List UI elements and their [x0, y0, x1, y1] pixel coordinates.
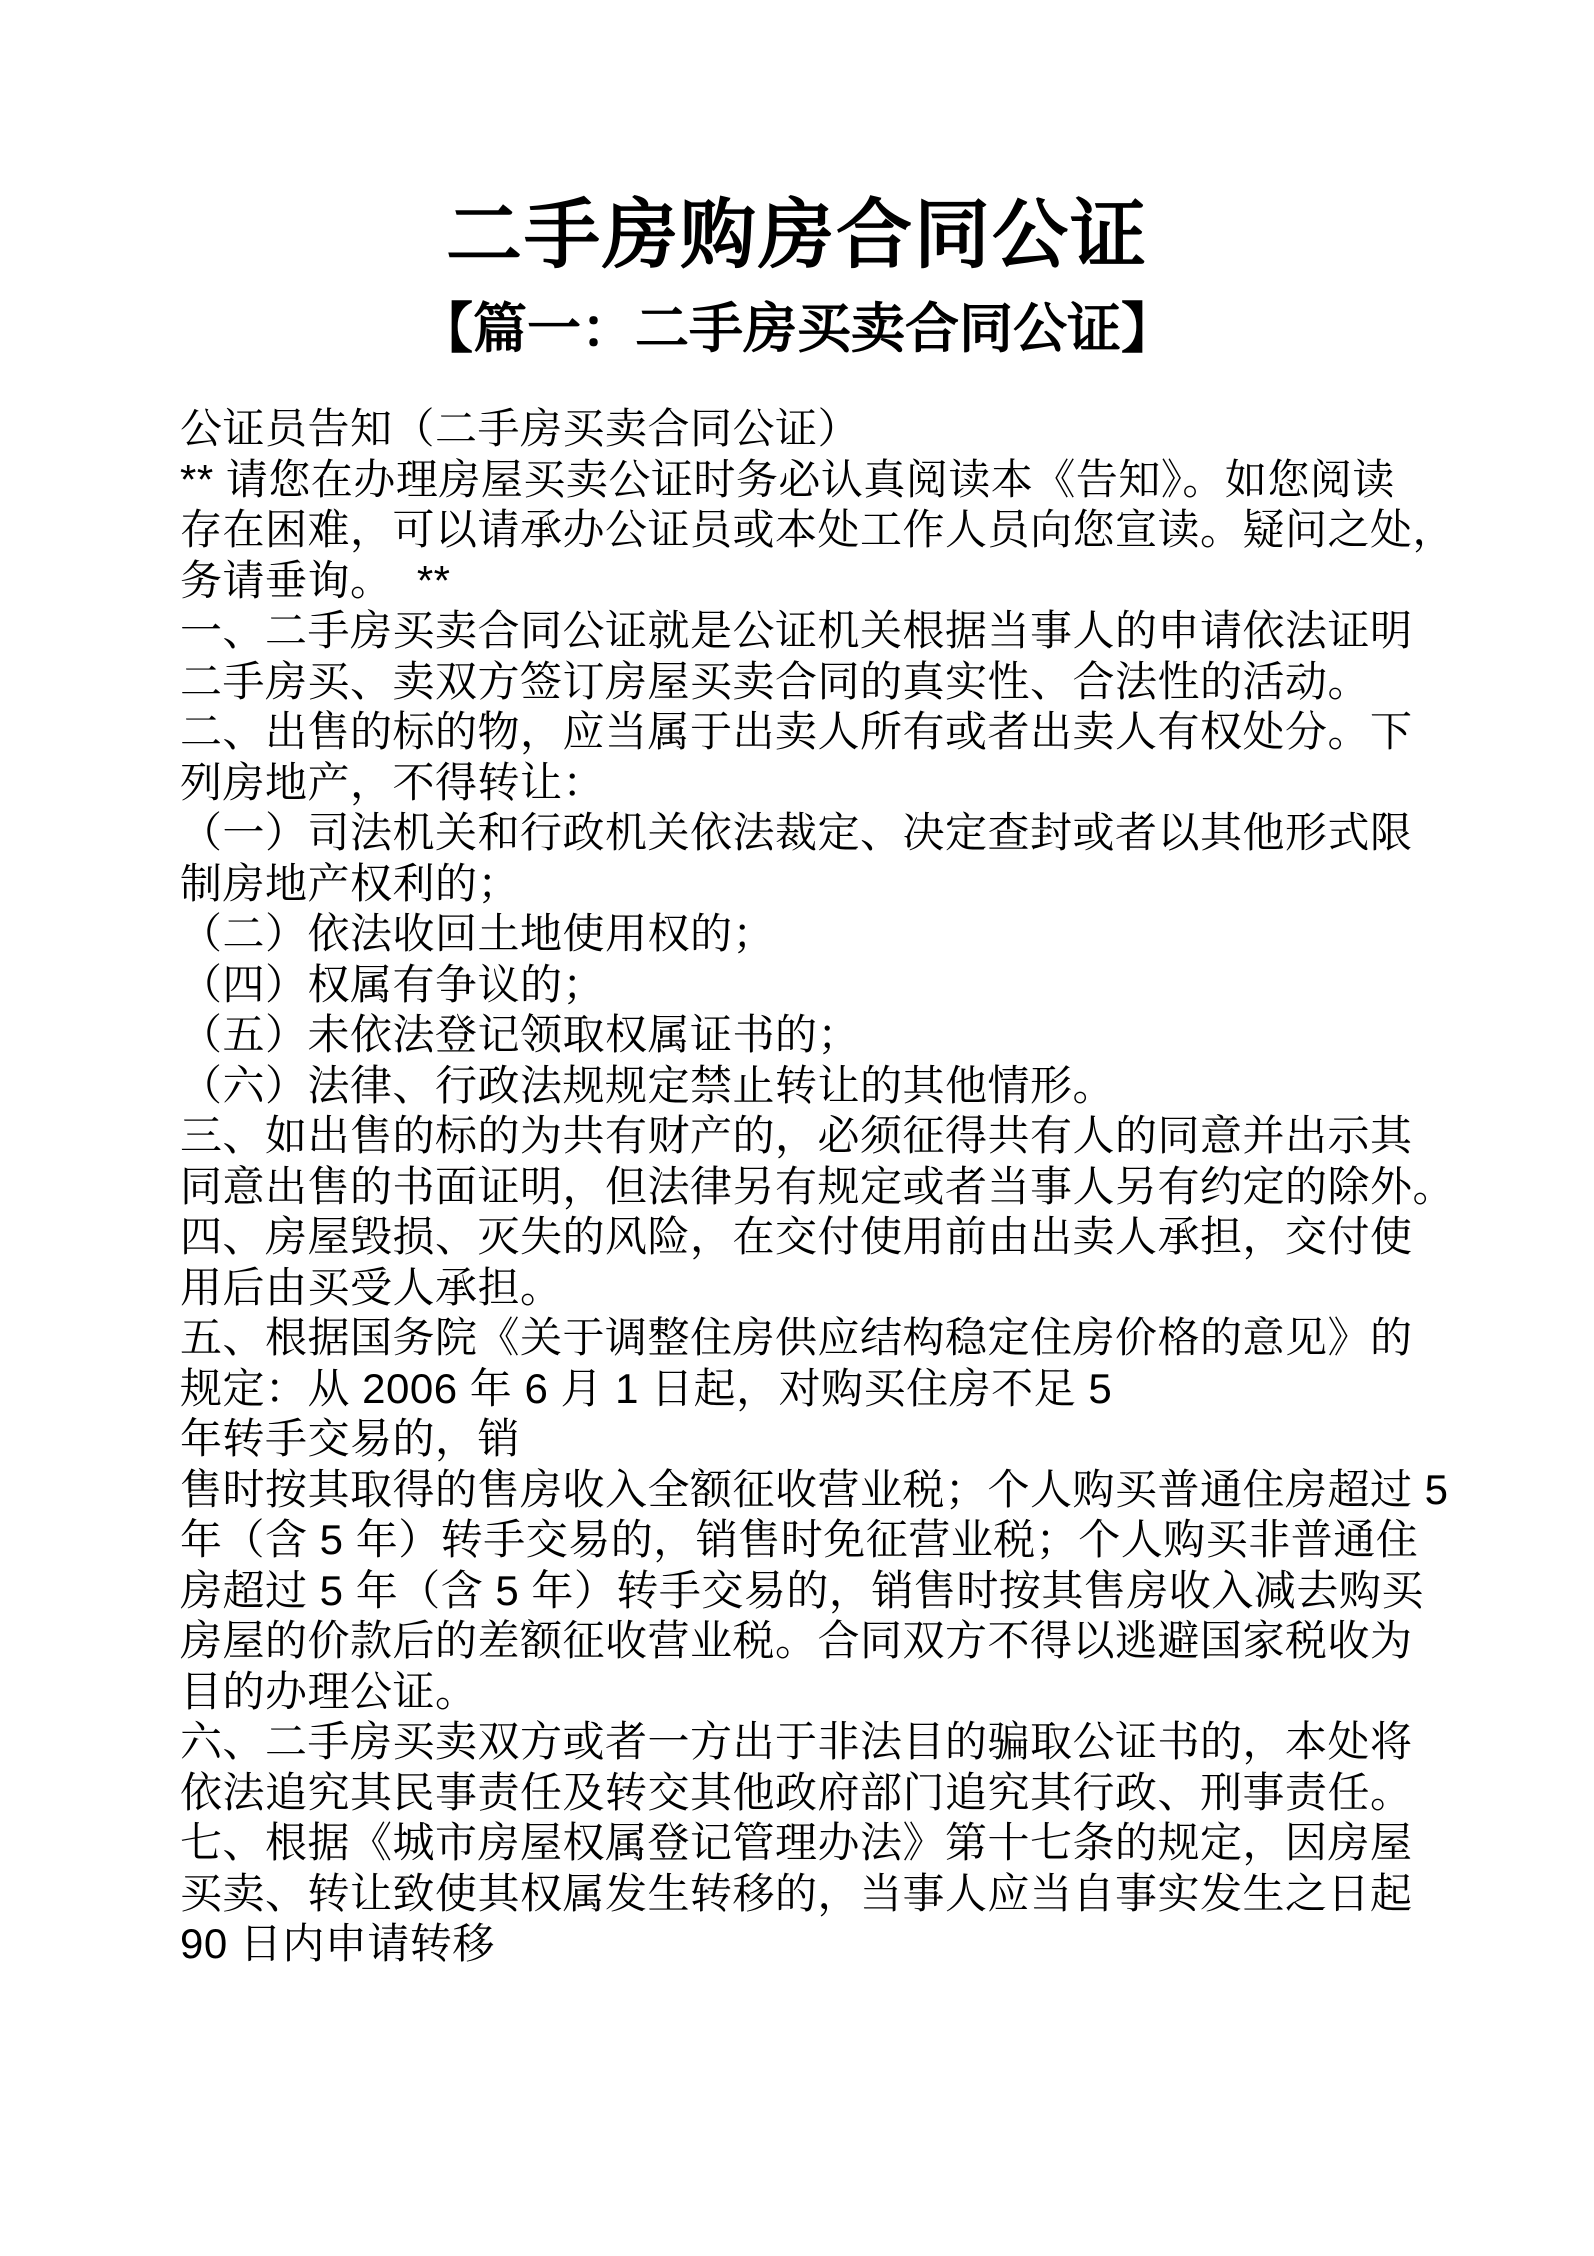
body-line: （四）权属有争议的； [180, 960, 606, 1008]
body-line: 用后由买受人承担。 [180, 1263, 563, 1311]
body-line: 房超过 5 年（含 5 年）转手交易的，销售时按其售房收入减去购买 [180, 1566, 1424, 1614]
body-line: 年转手交易的，销 [180, 1415, 521, 1462]
document-body [180, 404, 1474, 1970]
body-line: 售时按其取得的售房收入全额征收营业税；个人购买普通住房超过 5 [180, 1465, 1449, 1513]
section-subtitle: 【篇一：二手房买卖合同公证】 [419, 299, 1175, 359]
body-line: 五、根据国务院《关于调整住房供应结构稳定住房价格的意见》的 [180, 1314, 1413, 1361]
body-line: 二、出售的标的物，应当属于出卖人所有或者出卖人有权处分。下 [180, 708, 1413, 755]
body-line: ** 请您在办理房屋买卖公证时务必认真阅读本《告知》。如您阅读 [180, 455, 1395, 503]
body-line: （五）未依法登记领取权属证书的； [180, 1011, 861, 1058]
body-line: （六）法律、行政法规规定禁止转让的其他情形。 [180, 1061, 1116, 1109]
body-line: 规定：从 2006 年 6 月 1 日起，对购买住房不足 5 [180, 1364, 1113, 1412]
body-line: 制房地产权利的； [180, 859, 521, 907]
body-line: 二手房买、卖双方签订房屋买卖合同的真实性、合法性的活动。 [180, 657, 1371, 705]
body-line: 七、根据《城市房屋权属登记管理办法》第十七条的规定，因房屋 [180, 1819, 1413, 1866]
body-line: （一）司法机关和行政机关依法裁定、决定查封或者以其他形式限 [180, 809, 1413, 856]
body-line: 买卖、转让致使其权属发生转移的，当事人应当自事实发生之日起 [180, 1869, 1413, 1917]
body-line: 四、房屋毁损、灭失的风险，在交付使用前由出卖人承担，交付使 [180, 1213, 1413, 1260]
body-line: 列房地产，不得转让： [180, 758, 606, 806]
body-line: （二）依法收回土地使用权的； [180, 910, 776, 957]
body-line: 依法追究其民事责任及转交其他政府部门追究其行政、刑事责任。 [180, 1768, 1413, 1816]
body-line: 90 日内申请转移 [180, 1920, 495, 1967]
body-line: 目的办理公证。 [180, 1667, 478, 1715]
body-line: 年（含 5 年）转手交易的，销售时免征营业税；个人购买非普通住 [180, 1516, 1419, 1563]
page-title: 二手房购房合同公证 [446, 193, 1148, 278]
body-line: 同意出售的书面证明，但法律另有规定或者当事人另有约定的除外。 [180, 1162, 1456, 1210]
body-line: 公证员告知（二手房买卖合同公证） [180, 405, 861, 452]
body-line: 三、如出售的标的为共有财产的，必须征得共有人的同意并出示其 [180, 1112, 1413, 1159]
body-line: 一、二手房买卖合同公证就是公证机关根据当事人的申请依法证明 [180, 607, 1413, 654]
body-line: 存在困难，可以请承办公证员或本处工作人员向您宣读。疑问之处， [180, 506, 1456, 553]
body-line: 房屋的价款后的差额征收营业税。合同双方不得以逃避国家税收为 [180, 1617, 1413, 1664]
body-line: 六、二手房买卖双方或者一方出于非法目的骗取公证书的，本处将 [180, 1718, 1413, 1765]
body-line: 务请垂询。 ** [180, 556, 451, 604]
